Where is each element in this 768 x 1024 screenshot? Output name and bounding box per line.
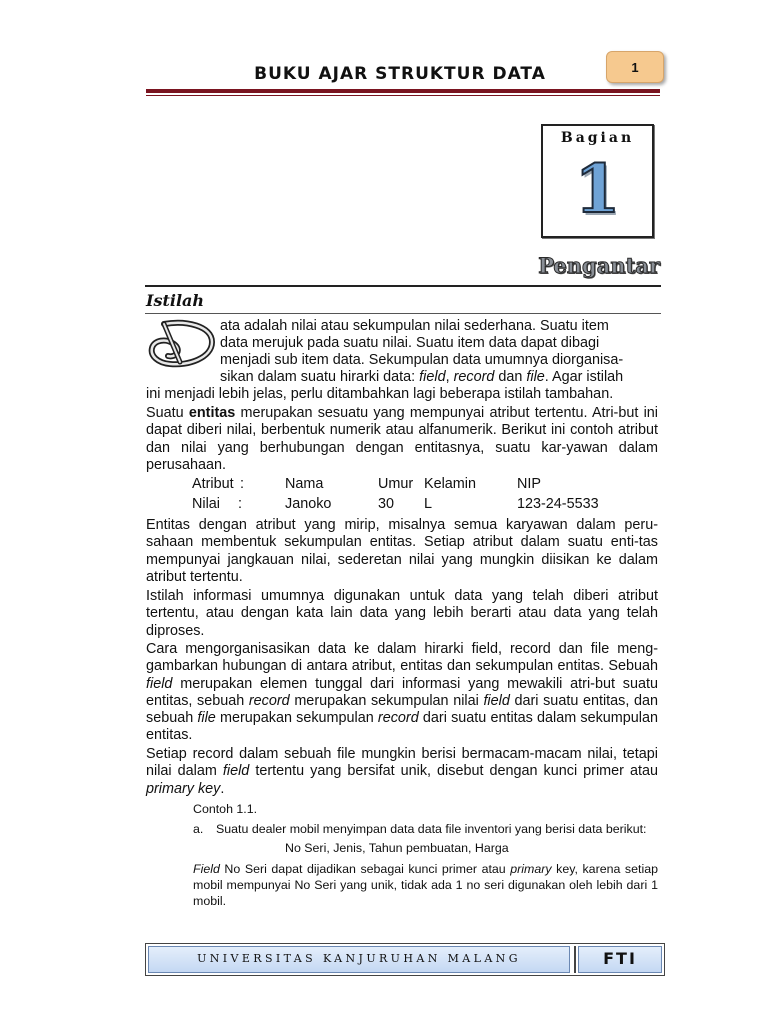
fti-logo: FTI [603, 949, 637, 968]
intro-line: data merujuk pada suatu nilai. Suatu item data dapat dibagi [220, 335, 600, 351]
chapter-box [541, 124, 654, 238]
section-heading: Istilah [146, 291, 205, 310]
paragraph-entitas: Suatu entitas merupakan sesuatu yang mempunyai atribut tertentu. Atri-but ini dapat diberi nilai, berbentuk numerik atau alfanumerik. Berikut ini contoh atribut dan nilai yang berhubungan dengan entitasnya, suatu kar-yawan dalam perusahaan. [146, 405, 658, 473]
section-rule [145, 313, 661, 314]
chapter-title: Pengantar [538, 253, 660, 278]
footer-university: UNIVERSITAS KANJURUHAN MALANG [197, 952, 521, 965]
footer-logo-panel [578, 946, 662, 973]
paragraph-informasi: Istilah informasi umumnya digunakan untuk data yang telah diberi atribut tertentu, atau dengan kata lain data yang lebih berarti atau data yang telah diproses. [146, 588, 658, 639]
page-number: 1 [606, 51, 664, 83]
paragraph-entitas-atribut: Entitas dengan atribut yang mirip, misalnya semua karyawan dalam peru-sahaan membentuk sekumpulan entitas. Setiap atribut dalam suatu enti-tas mempunyai jangkauan nilai, sederetan nilai yang mungkin diisikan ke dalam atribut tertentu. [146, 517, 658, 585]
attribute-value-row: Nilai : Janoko 30 L 123-24-5533 [192, 496, 599, 512]
paragraph-hirarki: Cara mengorganisasikan data ke dalam hirarki field, record dan file meng-gambarkan hubungan di antara atribut, entitas dan sekumpulan entitas. Sebuah field merupakan elemen tunggal dari informasi yang mewakili atri-but suatu entitas, sebuah record merupakan sekumpulan nilai field dari suatu entitas, dan sebuah file merupakan sekumpulan record dari suatu entitas dalam sekumpulan entitas. [146, 641, 658, 744]
footer-divider [574, 946, 576, 973]
chapter-number: 1 [574, 150, 621, 228]
footer [145, 943, 665, 976]
example-fields: No Seri, Jenis, Tahun pembuatan, Harga [285, 841, 509, 855]
attribute-header-row: Atribut : Nama Umur Kelamin NIP [192, 476, 541, 492]
example-note: Field No Seri dapat dijadikan sebagai kunci primer atau primary key, karena setiap mobil mempunyai No Seri yang unik, tidak ada 1 no seri digunakan oleh lebih dari 1 mobil. [193, 862, 658, 908]
intro-line: ata adalah nilai atau sekumpulan nilai sederhana. Suatu item [220, 318, 609, 334]
intro-line: menjadi sub item data. Sekumpulan data umumnya diorganisa- [220, 352, 624, 368]
intro-line: sikan dalam suatu hirarki data: field, record dan file. Agar istilah [220, 369, 624, 385]
paragraph-primary-key: Setiap record dalam sebuah file mungkin berisi bermacam-macam nilai, tetapi nilai dalam field tertentu yang bersifat unik, disebut dengan kunci primer atau primary key. [146, 746, 658, 797]
chapter-label: Bagian [560, 130, 635, 146]
example-item-text: Suatu dealer mobil menyimpan data data file inventori yang berisi data berikut: [216, 822, 647, 836]
chapter-rule [145, 285, 661, 287]
header-rule [146, 89, 660, 93]
drop-cap-d-icon [146, 318, 218, 368]
example-item-label: a. [193, 822, 204, 836]
footer-university-panel [148, 946, 570, 973]
intro-line: ini menjadi lebih jelas, perlu ditambahkan lagi beberapa istilah tambahan. [146, 386, 614, 402]
header-rule-thin [146, 95, 660, 96]
example-title: Contoh 1.1. [193, 802, 258, 816]
header-title: BUKU AJAR STRUKTUR DATA [254, 64, 546, 84]
